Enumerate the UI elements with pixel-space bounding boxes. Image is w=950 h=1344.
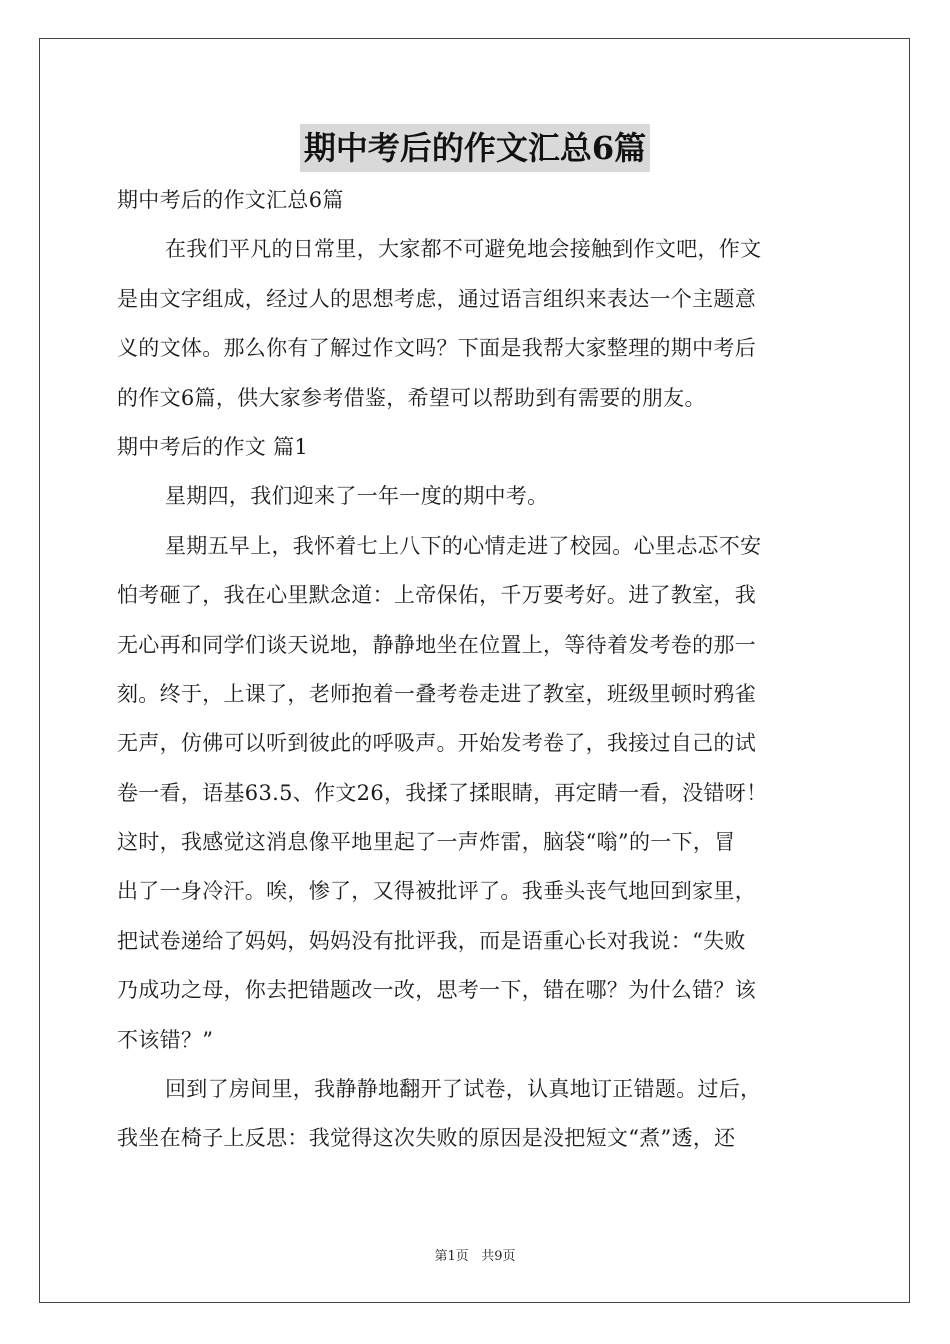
text-line: 无声，仿佛可以听到彼此的呼吸声。开始发考卷了，我接过自己的试 — [117, 731, 756, 756]
text-line: 在我们平凡的日常里，大家都不可避免地会接触到作文吧，作文 — [165, 237, 762, 262]
text-line: 期中考后的作文 篇1 — [117, 434, 309, 459]
page-footer — [0, 1245, 950, 1264]
text-line: 乃成功之母，你去把错题改一改，思考一下，错在哪？为什么错？该 — [117, 978, 756, 1003]
text-line: 出了一身冷汗。唉，惨了，又得被批评了。我垂头丧气地回到家里， — [117, 879, 756, 904]
text-line: 是由文字组成，经过人的思想考虑，通过语言组织来表达一个主题意 — [117, 286, 756, 311]
text-line: 怕考砸了，我在心里默念道：上帝保佑，千万要考好。进了教室，我 — [117, 583, 756, 608]
text-line: 这时，我感觉这消息像平地里起了一声炸雷，脑袋“嗡”的一下，冒 — [117, 830, 736, 855]
text-line: 刻。终于，上课了，老师抱着一叠考卷走进了教室，班级里顿时鸦雀 — [117, 681, 756, 706]
text-line: 把试卷递给了妈妈，妈妈没有批评我，而是语重心长对我说：“失败 — [117, 928, 746, 953]
text-line: 星期五早上，我怀着七上八下的心情走进了校园。心里忐忑不安 — [165, 533, 762, 558]
text-line: 星期四，我们迎来了一年一度的期中考。 — [165, 484, 549, 509]
text-line: 回到了房间里，我静静地翻开了试卷，认真地订正错题。过后， — [165, 1077, 762, 1102]
text-line: 卷一看，语基63.5、作文26，我揉了揉眼睛，再定睛一看，没错呀！ — [117, 780, 768, 805]
text-line: 期中考后的作文汇总6篇 — [117, 188, 344, 212]
page-number: 第1页 — [434, 1249, 469, 1264]
text-line: 义的文体。那么你有了解过作文吗？下面是我帮大家整理的期中考后 — [117, 336, 756, 361]
text-line: 无心再和同学们谈天说地，静静地坐在位置上，等待着发考卷的那一 — [117, 632, 756, 657]
title-container — [0, 124, 950, 172]
text-line: 的作文6篇，供大家参考借鉴，希望可以帮助到有需要的朋友。 — [117, 385, 706, 410]
text-line: 我坐在椅子上反思：我觉得这次失败的原因是没把短文“煮”透，还 — [117, 1126, 736, 1151]
page-total: 共9页 — [481, 1249, 516, 1264]
text-line: 不该错？” — [117, 1027, 214, 1052]
page-title: 期中考后的作文汇总6篇 — [300, 124, 650, 172]
document-body — [117, 176, 837, 1164]
